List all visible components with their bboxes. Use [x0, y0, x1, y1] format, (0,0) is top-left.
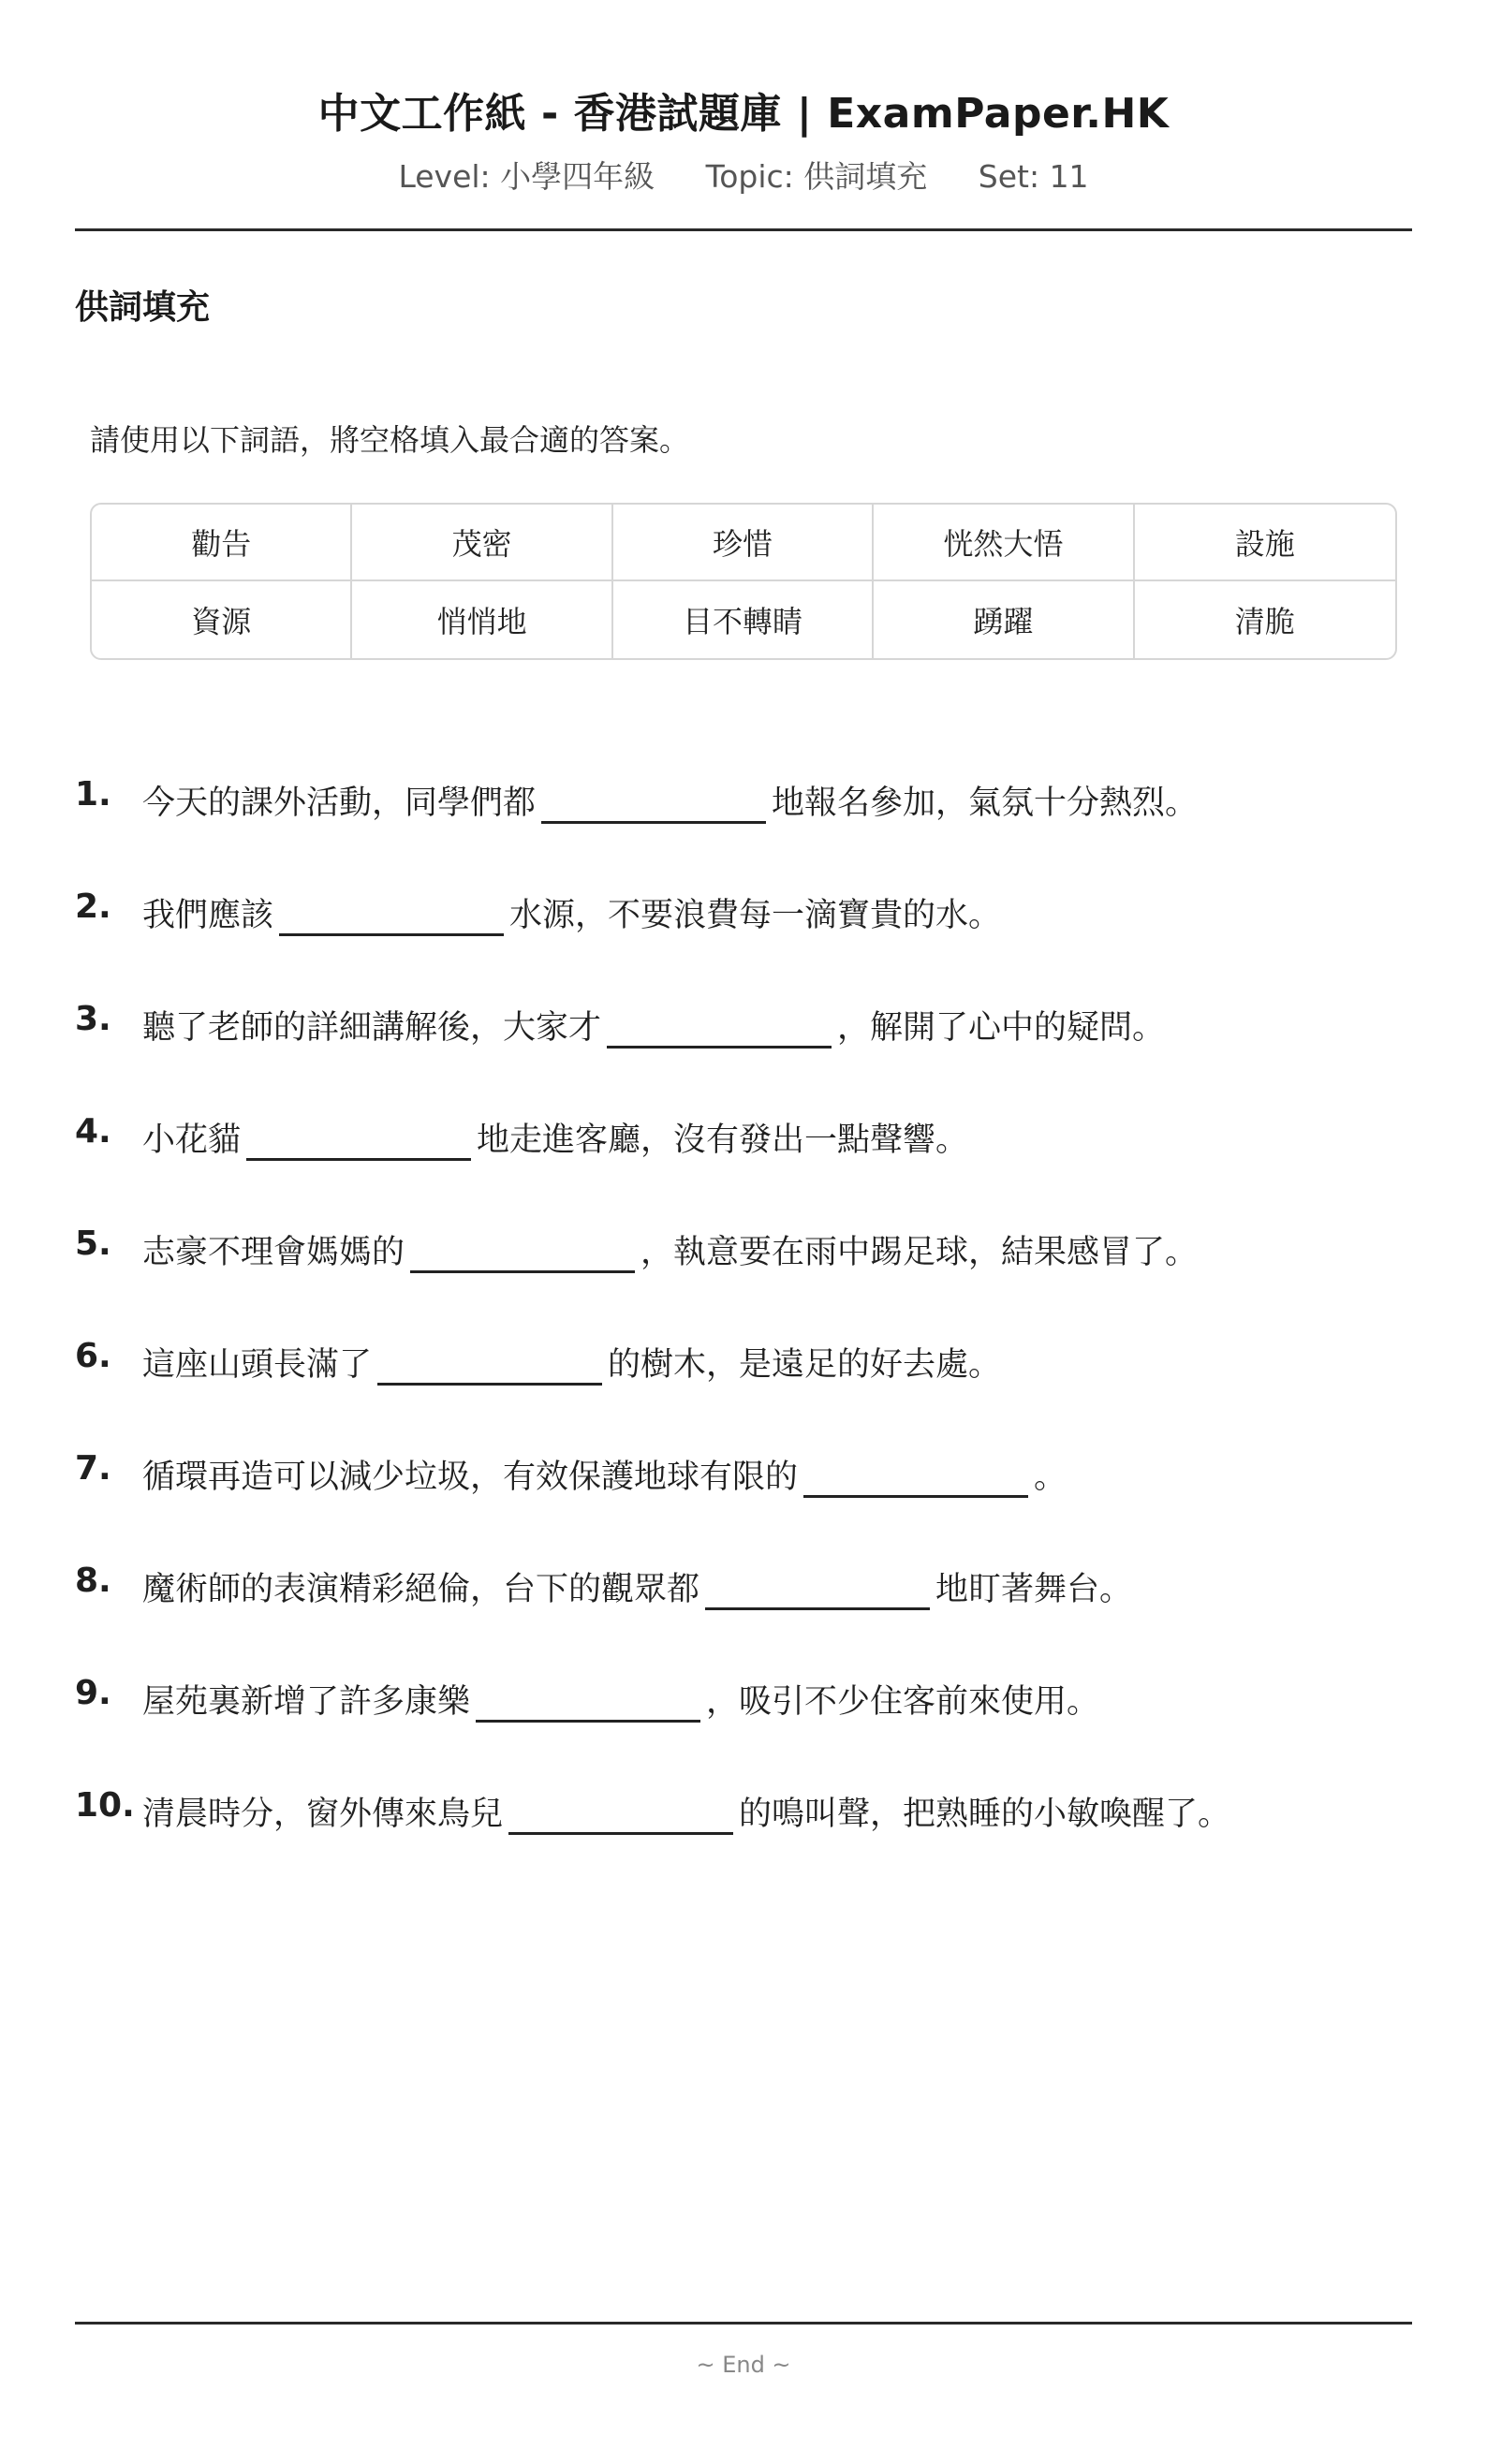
question-text-after: 地盯著舞台。	[935, 1571, 1133, 1608]
question-item	[75, 871, 1412, 983]
answer-blank[interactable]	[803, 1448, 1028, 1498]
instruction-text: 請使用以下詞語，將空格填入最合適的答案。	[90, 422, 690, 458]
end-marker: ~ End ~	[696, 2352, 791, 2378]
footer-divider	[75, 2322, 1412, 2325]
answer-blank[interactable]	[607, 999, 832, 1049]
question-text-before: 小花貓	[142, 1122, 242, 1159]
question-text-before: 循環再造可以減少垃圾，有效保護地球有限的	[142, 1459, 799, 1496]
question-number: 6.	[75, 1337, 111, 1375]
word-bank-cell: 清脆	[1234, 604, 1295, 639]
question-number: 9.	[75, 1674, 111, 1712]
word-bank-cell: 設施	[1135, 505, 1395, 581]
question-item	[75, 1769, 1412, 1882]
word-bank-cell: 踴躍	[874, 581, 1134, 658]
question-number: 7.	[75, 1449, 111, 1488]
question-number: 1.	[75, 775, 111, 814]
question-text	[142, 1208, 1198, 1273]
section-title: 供詞填充	[75, 288, 211, 327]
word-bank-cell: 茂密	[352, 505, 612, 581]
question-text	[142, 758, 1198, 824]
worksheet-meta	[75, 155, 1412, 198]
header-divider	[75, 228, 1412, 231]
answer-blank[interactable]	[279, 887, 504, 936]
question-text-before: 聽了老師的詳細講解後，大家才	[142, 1009, 602, 1047]
word-bank-table	[90, 503, 1397, 660]
question-text-before: 屋苑裏新增了許多康樂	[142, 1683, 471, 1721]
answer-blank[interactable]	[476, 1673, 700, 1723]
worksheet-page	[75, 0, 1412, 2464]
question-item	[75, 983, 1412, 1095]
answer-blank[interactable]	[508, 1785, 733, 1835]
word-bank-cell: 勸告	[92, 505, 352, 581]
answer-blank[interactable]	[246, 1111, 471, 1161]
question-text-before: 我們應該	[142, 897, 274, 934]
question-text-after: ，吸引不少住客前來使用。	[706, 1683, 1100, 1721]
word-bank-cell: 目不轉睛	[613, 581, 874, 658]
question-item	[75, 1208, 1412, 1320]
answer-blank[interactable]	[541, 774, 766, 824]
question-text	[142, 1320, 1001, 1386]
question-text-after: 的鳴叫聲，把熟睡的小敏喚醒了。	[739, 1796, 1231, 1833]
level-label: Level: 小學四年級	[398, 158, 655, 195]
question-text	[142, 871, 1001, 936]
question-text	[142, 1432, 1067, 1498]
question-text-after: ，執意要在雨中踢足球，結果感冒了。	[640, 1234, 1199, 1271]
word-bank-cell: 恍然大悟	[874, 505, 1134, 581]
answer-blank[interactable]	[377, 1336, 602, 1386]
worksheet-header	[75, 0, 1412, 198]
word-bank-cell: 珍惜	[613, 505, 874, 581]
page-title: 中文工作紙 - 香港試題庫 | ExamPaper.HK	[317, 90, 1170, 138]
question-number: 5.	[75, 1225, 111, 1263]
question-text-before: 志豪不理會媽媽的	[142, 1234, 405, 1271]
question-text-after: 。	[1034, 1459, 1067, 1496]
question-number: 8.	[75, 1562, 111, 1600]
question-text	[142, 1095, 968, 1161]
question-item	[75, 1545, 1412, 1657]
question-text-before: 魔術師的表演精彩絕倫，台下的觀眾都	[142, 1571, 700, 1608]
question-text-before: 清晨時分，窗外傳來鳥兒	[142, 1796, 504, 1833]
question-text	[142, 983, 1165, 1049]
answer-blank[interactable]	[410, 1224, 635, 1273]
question-text-before: 今天的課外活動，同學們都	[142, 785, 537, 822]
question-item	[75, 1320, 1412, 1432]
question-text-after: 的樹木，是遠足的好去處。	[608, 1346, 1002, 1384]
question-number: 10.	[75, 1786, 135, 1825]
set-label: Set: 11	[978, 158, 1089, 195]
question-text	[142, 1769, 1230, 1835]
question-number: 4.	[75, 1112, 111, 1151]
question-number: 2.	[75, 887, 111, 926]
topic-label: Topic: 供詞填充	[705, 158, 928, 195]
question-item	[75, 758, 1412, 871]
question-item	[75, 1657, 1412, 1769]
question-item	[75, 1095, 1412, 1208]
word-bank-cell: 悄悄地	[352, 581, 612, 658]
question-text-after: 地走進客廳，沒有發出一點聲響。	[477, 1122, 969, 1159]
question-text-after: ，解開了心中的疑問。	[837, 1009, 1166, 1047]
question-text-after: 地報名參加，氣氛十分熱烈。	[772, 785, 1199, 822]
question-text	[142, 1657, 1099, 1723]
question-list	[75, 758, 1412, 1882]
question-number: 3.	[75, 1000, 111, 1038]
question-text-before: 這座山頭長滿了	[142, 1346, 373, 1384]
question-item	[75, 1432, 1412, 1545]
word-bank-cell: 資源	[92, 581, 352, 658]
question-text	[142, 1545, 1132, 1610]
answer-blank[interactable]	[705, 1561, 930, 1610]
question-text-after: 水源，不要浪費每一滴寶貴的水。	[509, 897, 1002, 934]
